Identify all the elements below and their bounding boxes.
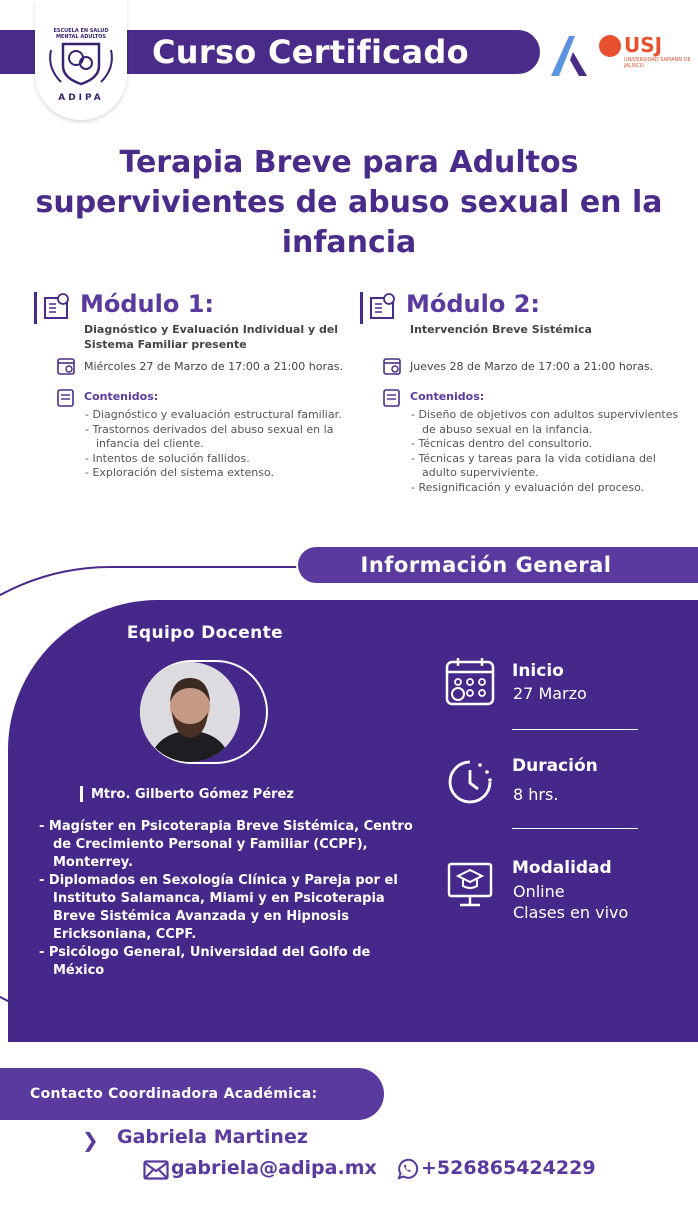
module-2-book-icon <box>368 292 398 322</box>
module-1-calendar-icon <box>56 356 76 376</box>
module-1-contents <box>84 408 374 481</box>
list-item: - Trastornos derivados del abuso sexual en la infancia del cliente. <box>85 422 334 450</box>
banner-title: Curso Certificado <box>152 33 469 71</box>
chevron-right-icon: ❯ <box>82 1128 99 1152</box>
module-1-date: Miércoles 27 de Marzo de 17:00 a 21:00 horas. <box>84 360 343 373</box>
module-2-list-icon <box>382 388 402 408</box>
list-item: - Diplomados en Sexología Clínica y Pareja por el Instituto Salamanca, Miami y en Psicoterapia Breve Sistémica Avanzada y en Hipnosis Ericksoniana, CCPF. <box>39 873 398 942</box>
info-section-title: Información General <box>360 553 612 577</box>
adipa-logo-name: ADIPA <box>58 93 104 103</box>
module-1-contents-label: Contenidos: <box>84 390 159 403</box>
list-item: - Exploración del sistema extenso. <box>85 466 275 479</box>
list-item: - Diseño de objetivos con adultos supervivientes de abuso sexual en la infancia. <box>411 408 679 436</box>
usj-logo-subtext: UNIVERSIDAD SAMANN DE JALISCO <box>624 57 691 69</box>
teacher-name-bar <box>80 786 83 802</box>
divider <box>512 828 638 829</box>
list-item: - Psicólogo General, Universidad del Golfo de México <box>39 945 371 978</box>
module-2-bar <box>360 292 363 324</box>
contact-title: Contacto Coordinadora Académica: <box>30 1086 318 1102</box>
course-title: Terapia Breve para Adultos supervivientes de abuso sexual en la infancia <box>35 145 663 260</box>
phone-link[interactable]: +526865424229 <box>421 1157 596 1179</box>
a-logo-icon <box>549 34 589 78</box>
team-title: Equipo Docente <box>126 623 284 643</box>
adipa-logo-top-text: ESCUELA EN SALUD MENTAL ADULTOS <box>53 28 109 40</box>
usj-emblem-icon <box>599 35 621 57</box>
module-2-calendar-icon <box>382 356 402 376</box>
list-item: - Técnicas dentro del consultorio. <box>411 437 593 450</box>
module-1-book-icon <box>42 292 72 322</box>
start-label: Inicio <box>512 661 564 681</box>
module-2-contents <box>410 408 688 495</box>
start-value: 27 Marzo <box>513 684 587 703</box>
list-item: - Intentos de solución fallidos. <box>85 451 250 465</box>
list-item: - Resignificación y evaluación del proceso. <box>411 480 645 494</box>
email-link[interactable]: gabriela@adipa.mx <box>171 1157 377 1179</box>
module-2-date: Jueves 28 de Marzo de 17:00 a 21:00 horas. <box>410 360 654 373</box>
online-class-icon <box>444 858 496 910</box>
list-item: - Diagnóstico y evaluación estructural familiar. <box>85 408 342 421</box>
mode-value-online: Online <box>513 882 565 901</box>
teacher-bio <box>38 818 413 980</box>
whatsapp-icon <box>395 1157 419 1181</box>
module-2-contents-label: Contenidos: <box>410 390 485 403</box>
mode-value-live: Clases en vivo <box>513 903 629 922</box>
calendar-icon <box>444 656 496 708</box>
list-item: - Magíster en Psicoterapia Breve Sistémica, Centro de Crecimiento Personal y Familiar (CCPF), Monterrey. <box>39 819 413 870</box>
divider <box>512 729 638 730</box>
module-1-bar <box>34 292 37 324</box>
coordinator-name: Gabriela Martinez <box>117 1126 308 1148</box>
adipa-logo <box>35 0 127 120</box>
module-1-title: Módulo 1: <box>80 290 215 318</box>
teacher-photo <box>140 662 240 762</box>
module-2-subtitle: Intervención Breve Sistémica <box>410 323 592 336</box>
teacher-name: Mtro. Gilberto Gómez Pérez <box>91 787 294 802</box>
mode-label: Modalidad <box>512 858 612 878</box>
list-item: - Técnicas y tareas para la vida cotidiana del adulto superviviente. <box>411 451 656 479</box>
usj-logo-text: USJ <box>624 33 663 57</box>
duration-label: Duración <box>512 756 598 776</box>
module-1-list-icon <box>56 388 76 408</box>
module-2-title: Módulo 2: <box>406 290 541 318</box>
mail-icon <box>143 1160 169 1180</box>
clock-icon <box>444 756 496 808</box>
duration-value: 8 hrs. <box>513 785 559 804</box>
module-1-subtitle: Diagnóstico y Evaluación Individual y del Sistema Familiar presente <box>84 323 339 351</box>
